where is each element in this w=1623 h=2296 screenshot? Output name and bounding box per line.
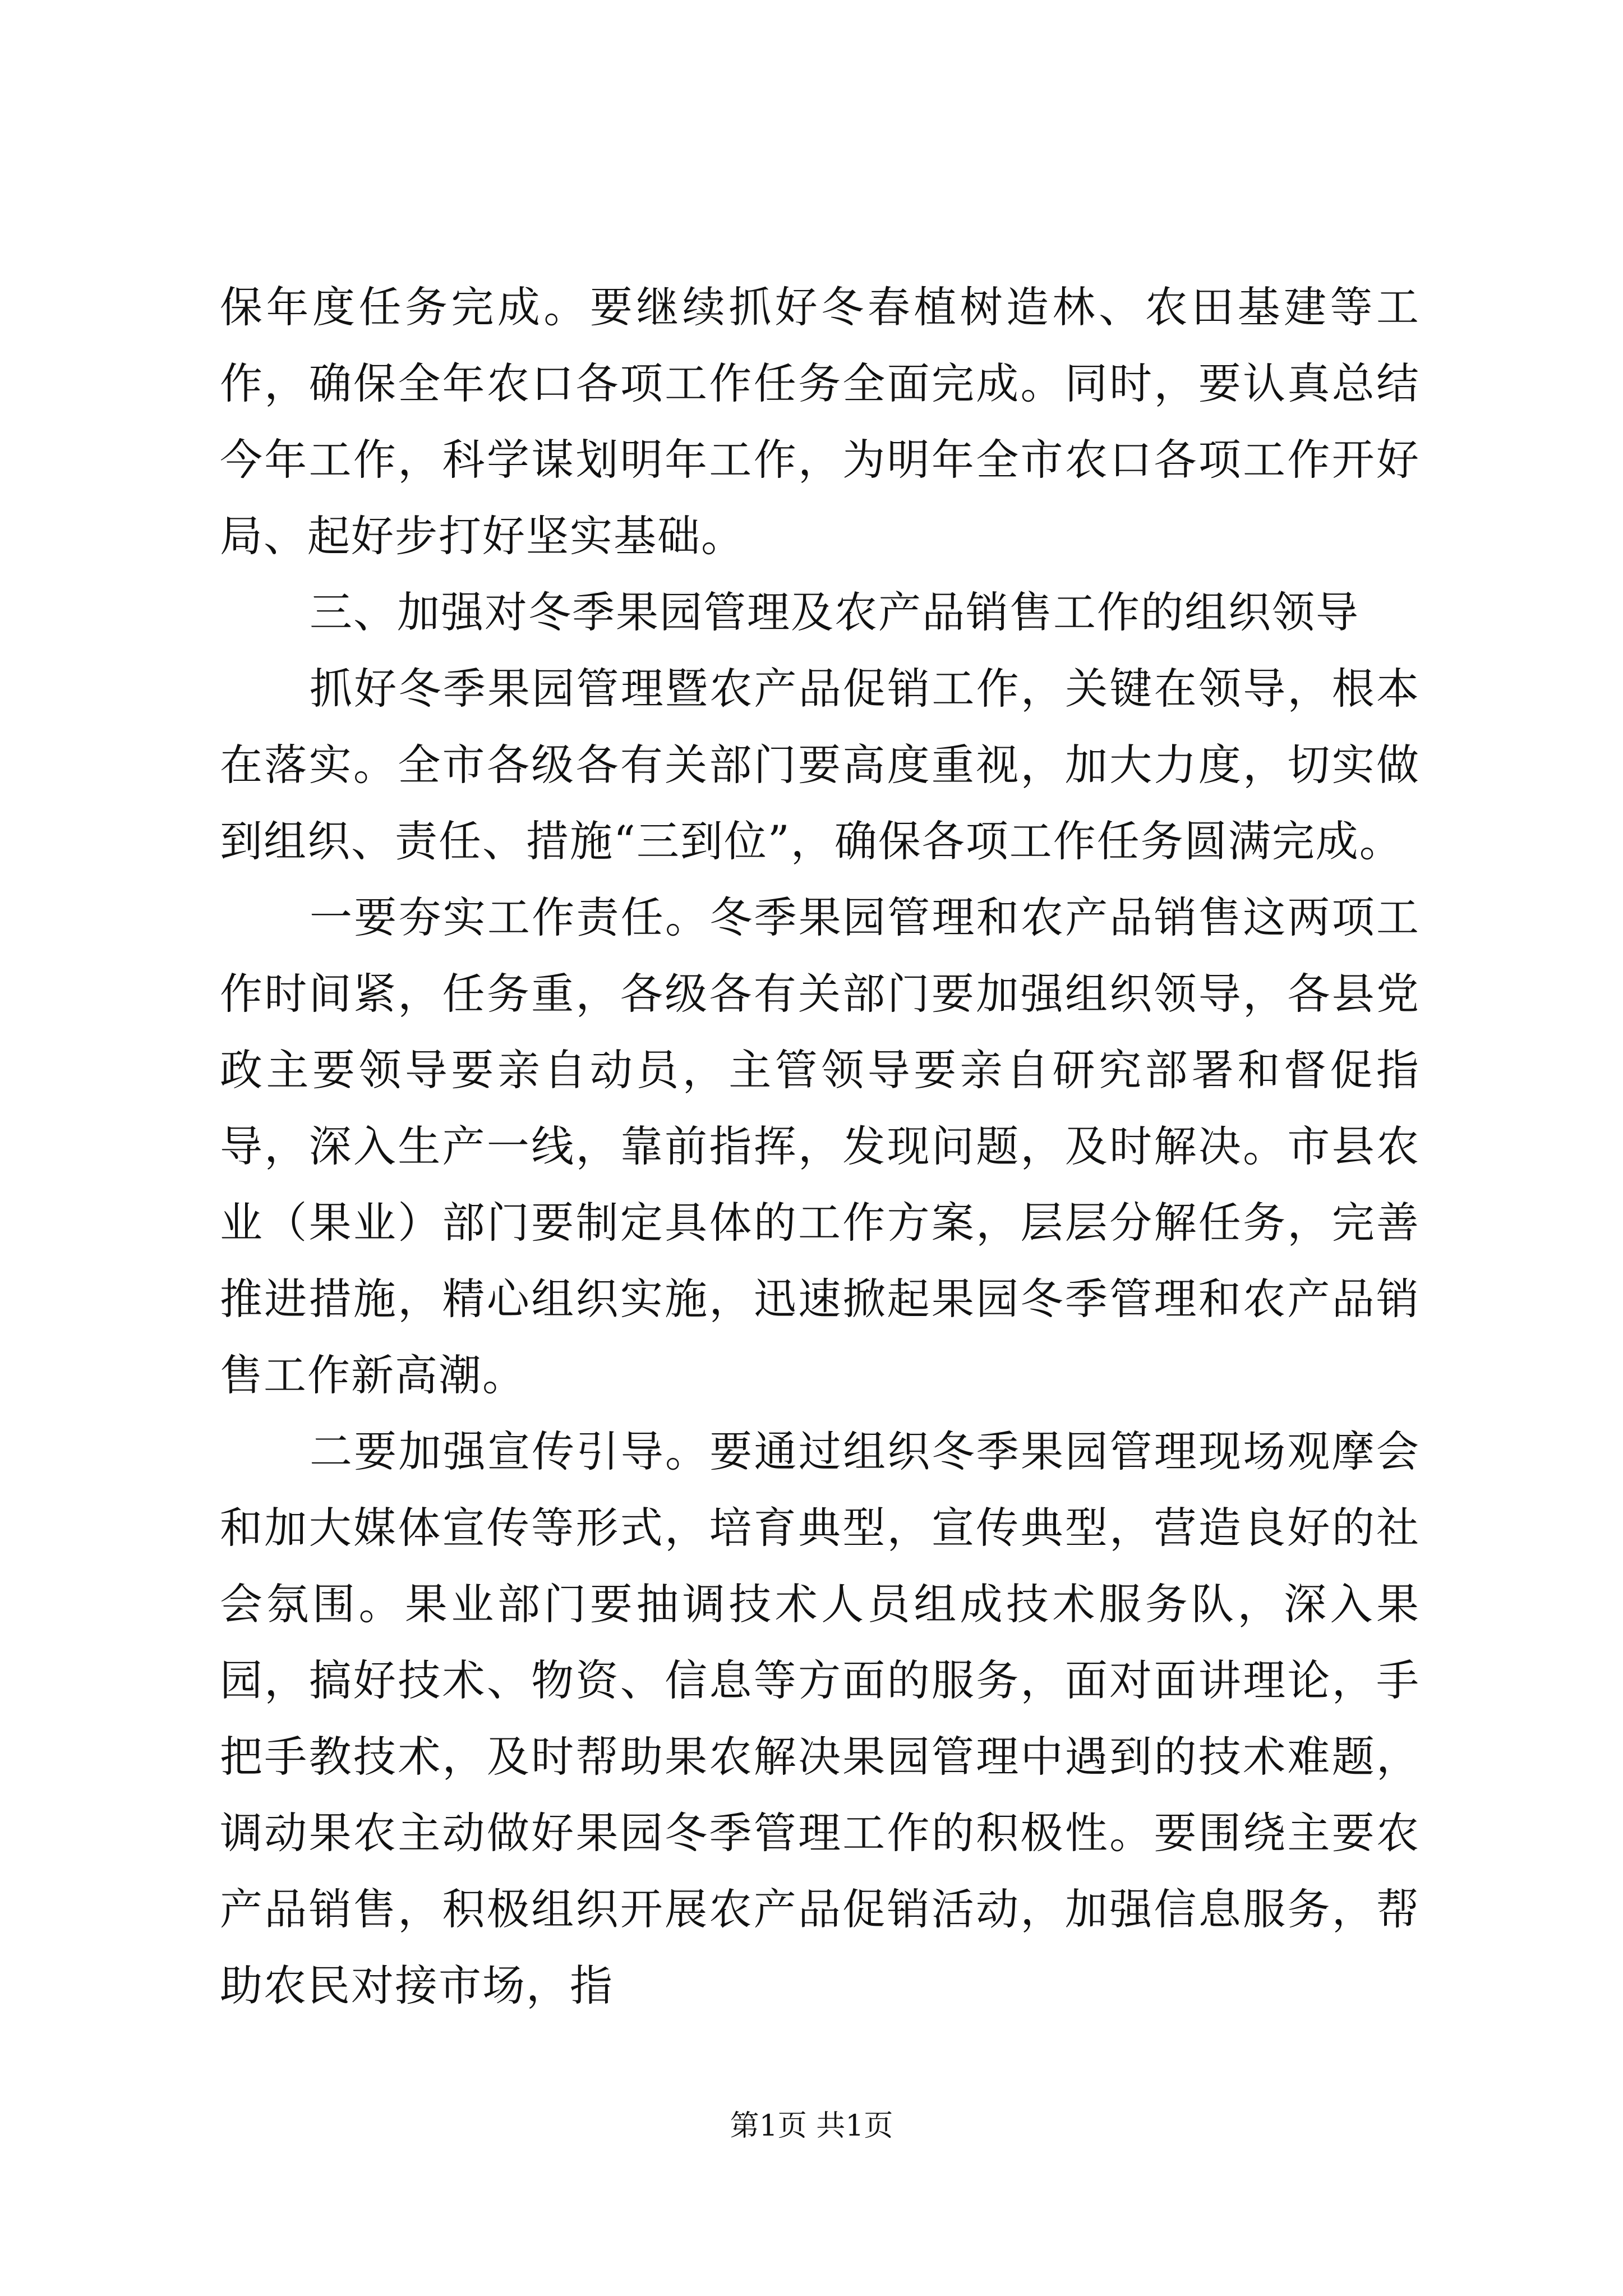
section-heading: 三、加强对冬季果园管理及农产品销售工作的组织领导 <box>310 587 1359 637</box>
paragraph-publicity: 二要加强宣传引导。要通过组织冬季果园管理现场观摩会和加大媒体宣传等形式，培育典型，宣传典型，营造良好的社会氛围。果业部门要抽调技术人员组成技术服务队，深入果园，搞好技术、物资、信息等方面的服务，面对面讲理论，手把手教技术，及时帮助果农解决果园管理中遇到的技术难题，调动果农主动做好果园冬季管理工作的积极性。要围绕主要农产品销售，积极组织开展农产品促销活动，加强信息服务，帮助农民对接市场，指 <box>220 1427 1420 2010</box>
document-body <box>220 269 1420 2024</box>
paragraph-intro: 抓好冬季果园管理暨农产品促销工作，关键在领导，根本在落实。全市各级各有关部门要高度重视，加大力度，切实做到组织、责任、措施“三到位”，确保各项工作任务圆满完成。 <box>220 664 1420 866</box>
paragraph-continuation: 保年度任务完成。要继续抓好冬春植树造林、农田基建等工作，确保全年农口各项工作任务全面完成。同时，要认真总结今年工作，科学谋划明年工作，为明年全市农口各项工作开好局、起好步打好坚实基础。 <box>220 282 1420 561</box>
paragraph-responsibility: 一要夯实工作责任。冬季果园管理和农产品销售这两项工作时间紧，任务重，各级各有关部门要加强组织领导，各县党政主要领导要亲自动员，主管领导要亲自研究部署和督促指导，深入生产一线，靠前指挥，发现问题，及时解决。市县农业（果业）部门要制定具体的工作方案，层层分解任务，完善推进措施，精心组织实施，迅速掀起果园冬季管理和农产品销售工作新高潮。 <box>220 892 1420 1400</box>
page-footer: 第1页 共1页 <box>730 2109 893 2143</box>
